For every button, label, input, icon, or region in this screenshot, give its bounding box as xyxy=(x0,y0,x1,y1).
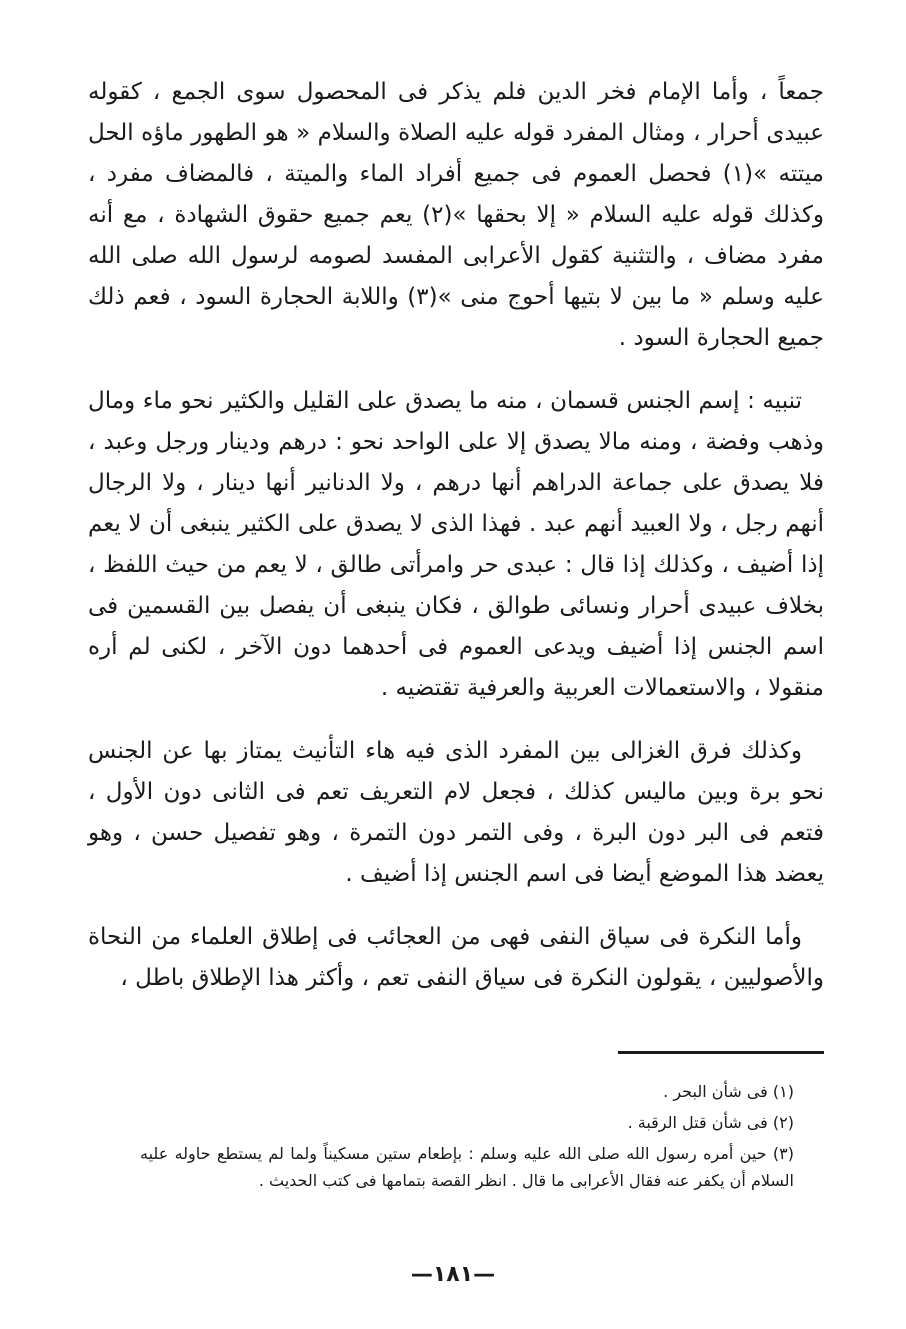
footnote-divider xyxy=(618,1051,824,1054)
footnote: (٢) فى شأن قتل الرقبة . xyxy=(627,1113,794,1132)
footnote: (٣) حين أمره رسول الله صلى الله عليه وسلم : بإطعام ستين مسكيناً ولما لم يستطع حاوله عليه السلام أن يكفر عنه فقال الأعرابى ما قال . انظر القصة بتمامها فى كتب الحديث . xyxy=(140,1144,794,1190)
paragraph: تنبيه : إسم الجنس قسمان ، منه ما يصدق على القليل والكثير نحو ماء ومال وذهب وفضة ، ومنه مالا يصدق إلا على الواحد نحو : درهم ودينار ورجل وعبد ، فلا يصدق على جماعة الدراهم أنها درهم ، ولا الدنانير أنها دينار ، ولا الرجال أنهم رجل ، ولا العبيد أنهم عبد . فهذا الذى لا يصدق على الكثير ينبغى أن لا يعم إذا أضيف ، وكذلك إذا قال : عبدى حر وامرأتى طالق ، لا يعم من حيث اللفظ ، بخلاف عبيدى أحرار ونسائى طوالق ، فكان ينبغى أن يفصل بين القسمين فى اسم الجنس إذا أضيف ويدعى العموم فى أحدهما دون الآخر ، لكنى لم أره منقولا ، والاستعمالات العربية والعرفية تقتضيه . xyxy=(88,388,824,701)
paragraph: جمعاً ، وأما الإمام فخر الدين فلم يذكر فى المحصول سوى الجمع ، كقوله عبيدى أحرار ، ومثال المفرد قوله عليه الصلاة والسلام « هو الطهور ماؤه الحل ميتته »(١) فحصل العموم فى جميع أفراد الماء والميتة ، فالمضاف مفرد ، وكذلك قوله عليه السلام « إلا بحقها »(٢) يعم جميع حقوق الشهادة ، مع أنه مفرد مضاف ، والتثنية كقول الأعرابى المفسد لصومه لرسول الله صلى الله عليه وسلم « ما بين لا بتيها أحوج منى »(٣) واللابة الحجارة السود ، فعم ذلك جميع الحجارة السود . xyxy=(88,79,824,351)
page-number: —١٨١— xyxy=(410,1262,496,1287)
footnotes xyxy=(140,1078,824,1198)
footnote: (١) فى شأن البحر . xyxy=(663,1082,794,1101)
page-body xyxy=(88,72,824,999)
paragraph: وكذلك فرق الغزالى بين المفرد الذى فيه هاء التأنيث يمتاز بها عن الجنس نحو برة وبين ماليس كذلك ، فجعل لام التعريف تعم فى الثانى دون الأول ، فتعم فى البر دون البرة ، وفى التمر دون التمرة ، وهو تفصيل حسن ، وهو يعضد هذا الموضع أيضا فى اسم الجنس إذا أضيف . xyxy=(88,738,824,887)
paragraph: وأما النكرة فى سياق النفى فهى من العجائب فى إطلاق العلماء من النحاة والأصوليين ، يقولون النكرة فى سياق النفى تعم ، وأكثر هذا الإطلاق باطل ، xyxy=(88,924,824,991)
